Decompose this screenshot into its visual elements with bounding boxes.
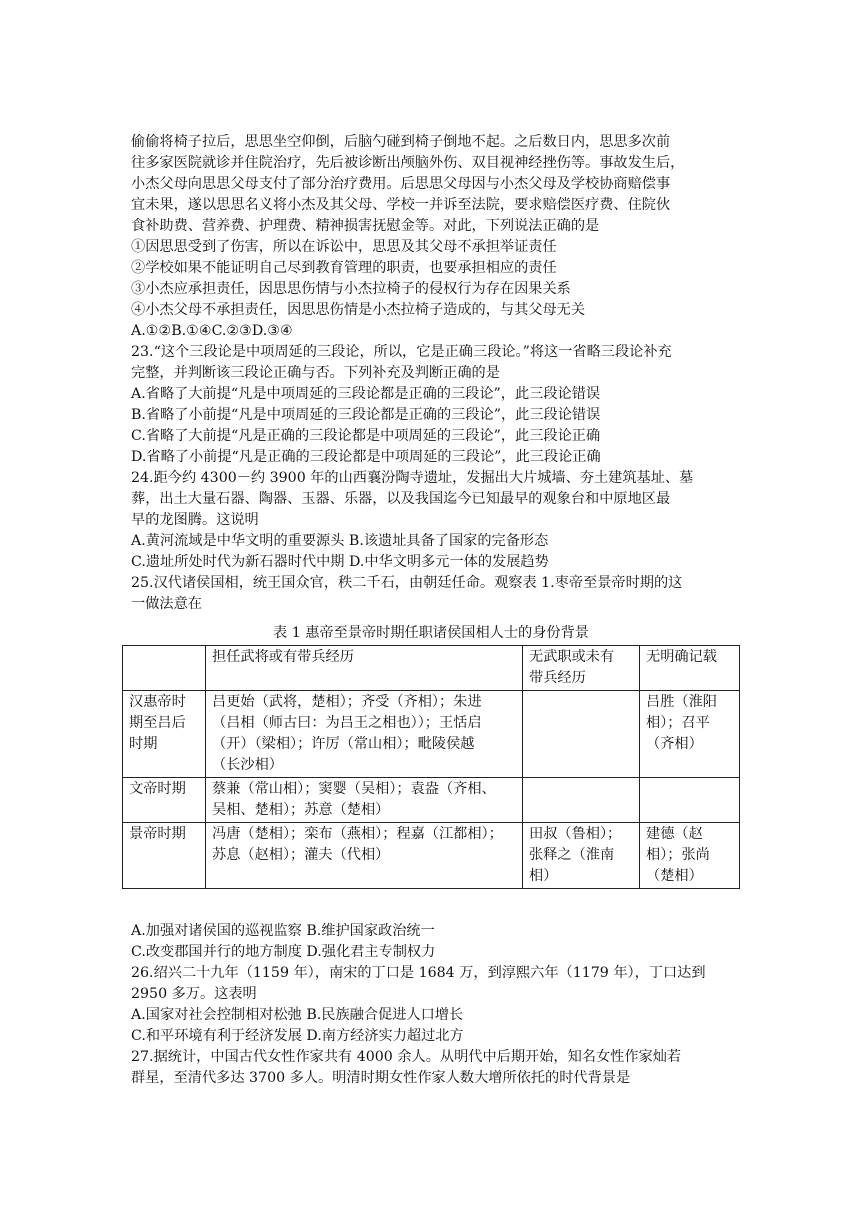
lower-text-line: 27.据统计，中国古代女性作家共有 4000 余人。从明代中后期开始，知名女性作家灿若 bbox=[131, 1049, 682, 1065]
upper-text-line: ①因思思受到了伤害，所以在诉讼中，思思及其父母不承担举证责任 bbox=[131, 239, 557, 255]
lower-text-line: 群星，至清代多达 3700 多人。明清时期女性作家人数大增所依托的时代背景是 bbox=[131, 1070, 631, 1086]
upper-text-line: B.省略了小前提“凡是中项周延的三段论都是正确的三段论”，此三段论错误 bbox=[131, 407, 601, 423]
table-cell-unknown-line: （齐相） bbox=[646, 736, 703, 752]
table-cell-period-line: 汉惠帝时 bbox=[129, 694, 186, 710]
upper-text-line: C.遗址所处时代为新石器时代中期 D.中华文明多元一体的发展趋势 bbox=[131, 554, 549, 570]
upper-text-line: D.省略了小前提“凡是正确的三段论都是中项周延的三段论”，此三段论正确 bbox=[131, 449, 601, 465]
text-block-lower bbox=[131, 921, 743, 1089]
table-header-cell bbox=[206, 646, 523, 691]
table-cell-military-line: 吴相、楚相）；苏意（楚相） bbox=[212, 802, 390, 818]
table-cell-unknown-line: 建德（赵 bbox=[646, 826, 703, 842]
official-background-table bbox=[122, 645, 740, 889]
table-cell-period bbox=[123, 823, 206, 889]
lower-text-line: 2950 多万。这表明 bbox=[131, 986, 257, 1002]
table-cell-period-line: 期至吕后 bbox=[129, 715, 186, 731]
upper-text-line: ③小杰应承担责任，因思思伤情与小杰拉椅子的侵权行为存在因果关系 bbox=[131, 281, 571, 297]
table-cell-period bbox=[123, 691, 206, 778]
upper-text-line: 一做法意在 bbox=[131, 596, 202, 612]
table-cell-civil bbox=[523, 778, 640, 823]
upper-text-line: 往多家医院就诊并住院治疗，先后被诊断出颅脑外伤、双目视神经挫伤等。事故发生后， bbox=[131, 155, 685, 171]
upper-text-line: 完整，并判断该三段论正确与否。下列补充及判断正确的是 bbox=[131, 365, 500, 381]
table-cell-military-line: 吕更始（武将，楚相）；齐受（齐相）；朱进 bbox=[212, 694, 482, 710]
table-cell-military-line: （吕相（师古曰：为吕王之相也））；王恬启 bbox=[212, 715, 482, 731]
text-block-upper bbox=[131, 132, 743, 615]
table-cell-unknown bbox=[640, 778, 740, 823]
table-cell-unknown-line: 相）；张尚 bbox=[646, 847, 710, 863]
table-cell-unknown-line: 相）；召平 bbox=[646, 715, 710, 731]
table-row bbox=[123, 778, 740, 823]
table-cell-period bbox=[123, 778, 206, 823]
table-cell-military-line: （长沙相） bbox=[212, 757, 283, 773]
upper-text-line: 早的龙图腾。这说明 bbox=[131, 512, 259, 528]
table-cell-period-line: 文帝时期 bbox=[129, 781, 186, 797]
upper-text-line: A.黄河流域是中华文明的重要源头 B.该遗址具备了国家的完备形态 bbox=[131, 533, 549, 549]
upper-text-line: 食补助费、营养费、护理费、精神损害抚慰金等。对此，下列说法正确的是 bbox=[131, 218, 600, 234]
table-cell-civil-line: 田叔（鲁相）； bbox=[529, 826, 622, 842]
table-cell-civil-line: 张释之（淮南 bbox=[529, 847, 615, 863]
table-header-cell-line: 带兵经历 bbox=[529, 670, 586, 686]
table-row bbox=[123, 691, 740, 778]
table-header-cell-line: 担任武将或有带兵经历 bbox=[212, 649, 354, 665]
upper-text-line: A.①②B.①④C.②③D.③④ bbox=[131, 323, 293, 339]
upper-text-line: ④小杰父母不承担责任，因思思伤情是小杰拉椅子造成的，与其父母无关 bbox=[131, 302, 586, 318]
table-header-row bbox=[123, 646, 740, 691]
table-header-cell bbox=[123, 646, 206, 691]
lower-text-line: C.和平环境有利于经济发展 D.南方经济实力超过北方 bbox=[131, 1028, 464, 1044]
lower-text-line: A.加强对诸侯国的巡视监察 B.维护国家政治统一 bbox=[131, 923, 435, 939]
table-cell-period-line: 景帝时期 bbox=[129, 826, 186, 842]
table-cell-unknown-line: （楚相） bbox=[646, 868, 703, 884]
table-cell-civil bbox=[523, 691, 640, 778]
upper-text-line: 葬，出土大量石器、陶器、玉器、乐器，以及我国迄今已知最早的观象台和中原地区最 bbox=[131, 491, 671, 507]
upper-text-line: A.省略了大前提“凡是中项周延的三段论都是正确的三段论”，此三段论错误 bbox=[131, 386, 601, 402]
upper-text-line: 宜未果，遂以思思名义将小杰及其父母、学校一并诉至法院，要求赔偿医疗费、住院伙 bbox=[131, 197, 671, 213]
lower-text-line: 26.绍兴二十九年（1159 年），南宋的丁口是 1684 万，到淳熙六年（1179 年），丁口达到 bbox=[131, 965, 706, 981]
table-cell-military-line: 蔡兼（常山相）；窦婴（吴相）；袁盎（齐相、 bbox=[212, 781, 496, 797]
upper-text-line: 24.距今约 4300－约 3900 年的山西襄汾陶寺遗址，发掘出大片城墙、夯土建筑基址、墓 bbox=[131, 470, 694, 486]
table-cell-civil-line: 相） bbox=[529, 868, 558, 884]
table-header-cell bbox=[640, 646, 740, 691]
table-header-cell-line: 无武职或未有 bbox=[529, 649, 615, 665]
table-cell-military bbox=[206, 823, 523, 889]
upper-text-line: ②学校如果不能证明自己尽到教育管理的职责，也要承担相应的责任 bbox=[131, 260, 557, 276]
upper-text-line: 偷偷将椅子拉后，思思坐空仰倒，后脑勺碰到椅子倒地不起。之后数日内，思思多次前 bbox=[131, 134, 671, 150]
table-header-cell-line: 无明确记载 bbox=[646, 649, 717, 665]
table-cell-military-line: （开）（梁相）；许厉（常山相）；毗陵侯越 bbox=[212, 736, 475, 752]
table-row bbox=[123, 823, 740, 889]
upper-text-line: 小杰父母向思思父母支付了部分治疗费用。后思思父母因与小杰父母及学校协商赔偿事 bbox=[131, 176, 671, 192]
table-cell-unknown bbox=[640, 823, 740, 889]
upper-text-line: 23.“这个三段论是中项周延的三段论，所以，它是正确三段论。”将这一省略三段论补充 bbox=[131, 344, 672, 360]
table-cell-unknown-line: 吕胜（淮阳 bbox=[646, 694, 717, 710]
lower-text-line: A.国家对社会控制相对松弛 B.民族融合促进人口增长 bbox=[131, 1007, 464, 1023]
table-cell-military bbox=[206, 691, 523, 778]
table-cell-military-line: 冯唐（楚相）；栾布（燕相）；程嘉（江都相）； bbox=[212, 826, 503, 842]
lower-text-line: C.改变郡国并行的地方制度 D.强化君主专制权力 bbox=[131, 944, 436, 960]
table-cell-military bbox=[206, 778, 523, 823]
upper-text-line: 25.汉代诸侯国相，统王国众官，秩二千石，由朝廷任命。观察表 1.枣帝至景帝时期的这 bbox=[131, 575, 683, 591]
upper-text-line: C.省略了大前提“凡是正确的三段论都是中项周延的三段论”，此三段论正确 bbox=[131, 428, 601, 444]
table-cell-military-line: 苏息（赵相）；灌夫（代相） bbox=[212, 847, 390, 863]
table-caption: 表 1 惠帝至景帝时期任职诸侯国相人士的身份背景 bbox=[273, 625, 589, 641]
table-cell-unknown bbox=[640, 691, 740, 778]
table-header-cell bbox=[523, 646, 640, 691]
table-cell-civil bbox=[523, 823, 640, 889]
table-cell-period-line: 时期 bbox=[129, 736, 158, 752]
